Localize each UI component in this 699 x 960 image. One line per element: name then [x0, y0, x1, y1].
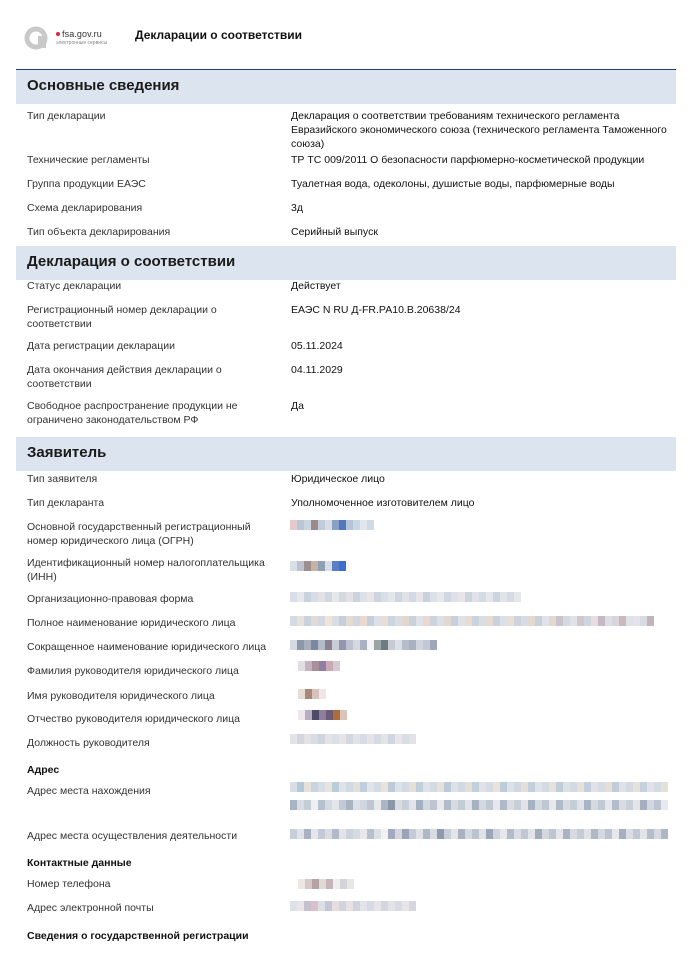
redacted-activity-address — [290, 829, 668, 839]
label-full-name: Полное наименование юридического лица — [27, 617, 236, 629]
section-title: Основные сведения — [27, 77, 180, 94]
redacted-full-name — [290, 616, 654, 626]
redacted-patronymic — [298, 710, 347, 720]
label-head-patronymic: Отчество руководителя юридического лица — [27, 713, 240, 725]
redacted-surname — [298, 661, 340, 671]
label-status: Статус декларации — [27, 280, 122, 292]
value-status: Действует — [291, 280, 341, 292]
redacted-position — [290, 734, 416, 744]
logo-domain: fsa.gov.ru — [56, 29, 102, 39]
section-declaration — [16, 246, 676, 280]
redacted-email — [290, 901, 416, 911]
value-free-distribution: Да — [291, 400, 304, 412]
label-reg-date: Дата регистрации декларации — [27, 340, 176, 352]
redacted-ogrn — [290, 520, 374, 530]
label-activity-address: Адрес места осуществления деятельности — [27, 830, 238, 842]
value-end-date: 04.11.2029 — [291, 364, 343, 376]
label-location-address: Адрес места нахождения — [27, 785, 151, 797]
label-free-distribution: Свободное распространение продукции не ограничено законодательством РФ — [27, 400, 238, 426]
document-title: Декларации о соответствии — [135, 28, 302, 42]
label-declarant-type: Тип декларанта — [27, 497, 105, 509]
value-reg-number: ЕАЭС N RU Д-FR.РА10.В.20638/24 — [291, 304, 461, 316]
redacted-location-address-line2 — [290, 800, 668, 810]
label-reg-number: Регистрационный номер декларации о соответствии — [27, 304, 217, 330]
value-object-type: Серийный выпуск — [291, 226, 378, 238]
label-email: Адрес электронной почты — [27, 902, 154, 914]
value-declaration-scheme: 3д — [291, 202, 303, 214]
redacted-legal-form — [290, 592, 521, 602]
redacted-location-address-line1 — [290, 782, 668, 792]
redacted-short-name — [290, 640, 437, 650]
subheading-address: Адрес — [27, 764, 60, 776]
label-short-name: Сокращенное наименование юридического лица — [27, 641, 267, 653]
label-object-type: Тип объекта декларирования — [27, 226, 171, 238]
fsa-logo[interactable] — [24, 26, 108, 56]
value-declaration-type: Декларация о соответствии требованиям технического регламента Евразийского экономического союза (технического регламента Таможенного союза) — [291, 110, 667, 150]
label-applicant-type: Тип заявителя — [27, 473, 98, 485]
subheading-contacts: Контактные данные — [27, 857, 132, 869]
label-declaration-type: Тип декларации — [27, 110, 106, 122]
section-title: Заявитель — [27, 444, 107, 461]
value-declarant-type: Уполномоченное изготовителем лицо — [291, 497, 475, 509]
label-phone: Номер телефона — [27, 878, 111, 890]
label-product-group: Группа продукции ЕАЭС — [27, 178, 146, 190]
value-applicant-type: Юридическое лицо — [291, 473, 385, 485]
subheading-state-registration: Сведения о государственной регистрации — [27, 930, 249, 942]
label-head-name: Имя руководителя юридического лица — [27, 690, 215, 702]
page-header — [0, 0, 699, 70]
label-head-position: Должность руководителя — [27, 737, 150, 749]
logo-dot-icon — [56, 32, 60, 36]
label-head-surname: Фамилия руководителя юридического лица — [27, 665, 239, 677]
section-title: Декларация о соответствии — [27, 253, 236, 270]
label-declaration-scheme: Схема декларирования — [27, 202, 143, 214]
redacted-name — [298, 689, 326, 699]
value-product-group: Туалетная вода, одеколоны, душистые воды, парфюмерные воды — [291, 178, 615, 190]
label-tech-regulations: Технические регламенты — [27, 154, 150, 166]
label-legal-form: Организационно-правовая форма — [27, 593, 194, 605]
section-basic-info — [16, 70, 676, 104]
redacted-phone — [298, 879, 354, 889]
value-tech-regulations: ТР ТС 009/2011 О безопасности парфюмерно-косметической продукции — [291, 154, 645, 166]
label-inn: Идентификационный номер налогоплательщика (ИНН) — [27, 557, 265, 583]
logo-subtitle: электронные сервисы — [56, 40, 108, 46]
value-reg-date: 05.11.2024 — [291, 340, 343, 352]
section-applicant — [16, 437, 676, 471]
redacted-inn — [290, 561, 346, 571]
label-ogrn: Основной государственный регистрационный номер юридического лица (ОГРН) — [27, 521, 251, 547]
label-end-date: Дата окончания действия декларации о соответствии — [27, 364, 222, 390]
fsa-logo-icon — [24, 26, 48, 50]
